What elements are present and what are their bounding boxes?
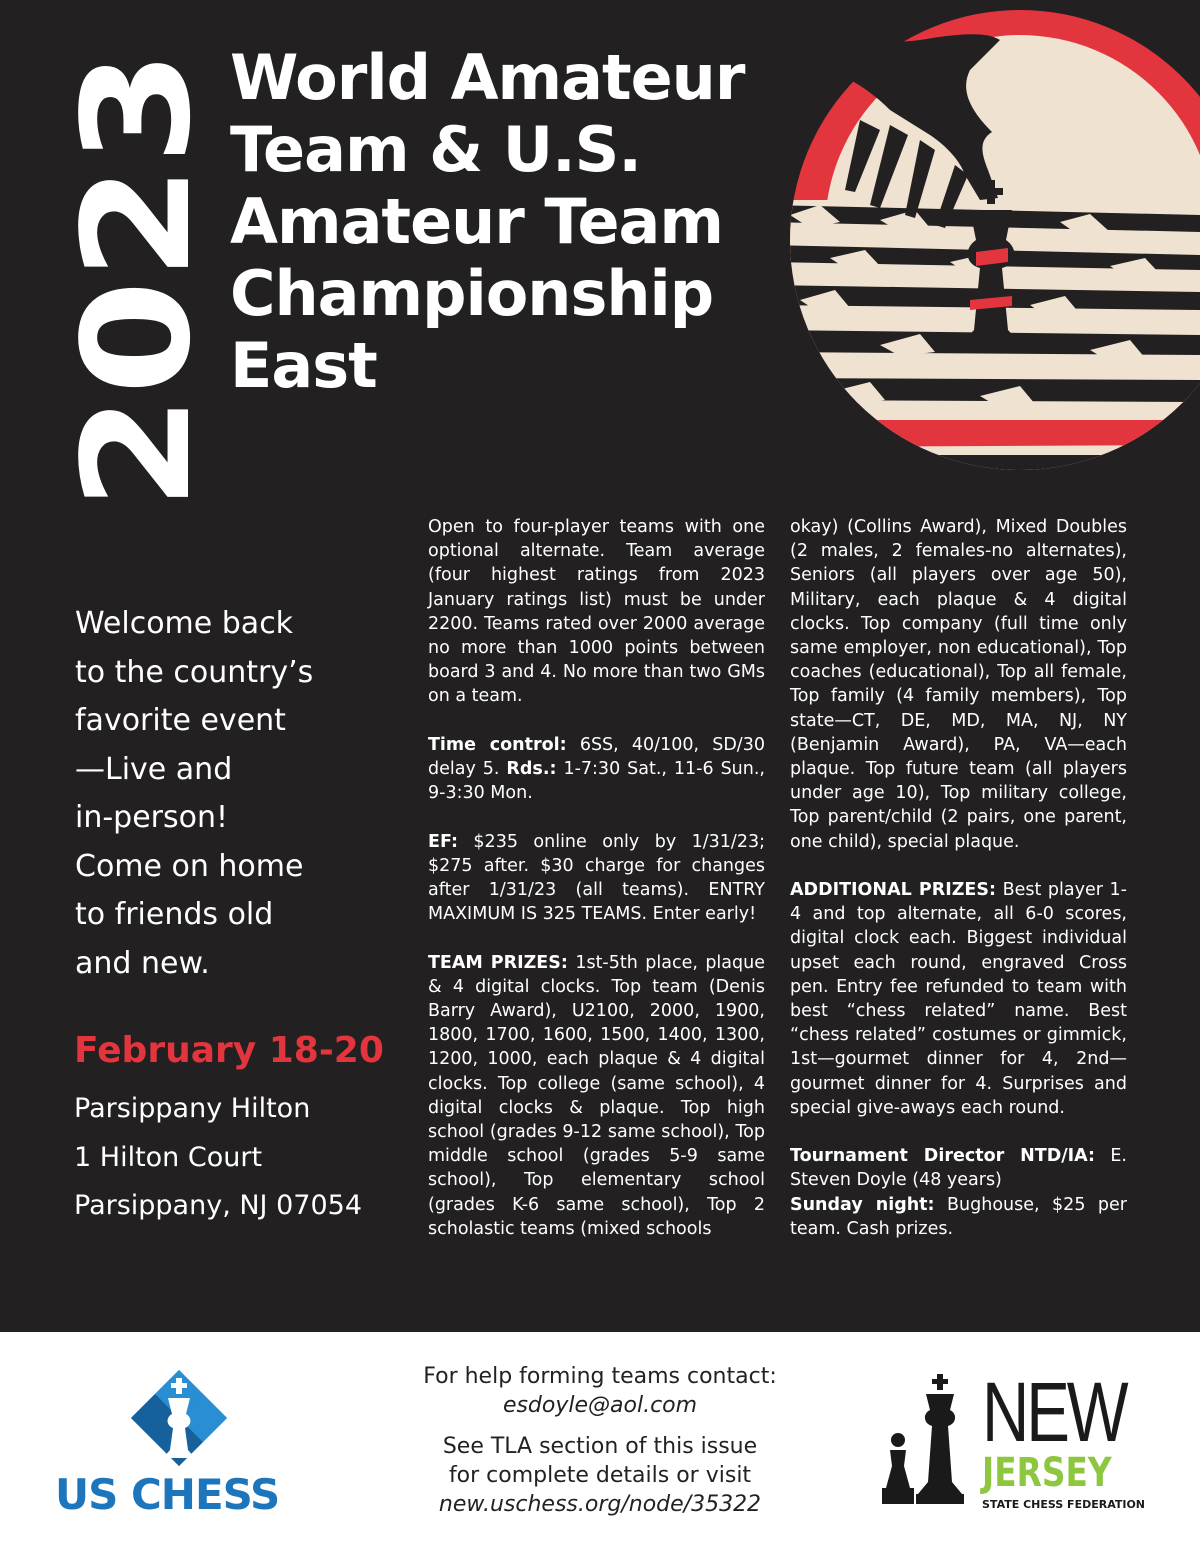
entry-fee-paragraph [428,830,765,927]
team-prizes-label: TEAM PRIZES: [428,952,568,973]
details-column-right [790,515,1127,1241]
sunday-night-label: Sunday night: [790,1194,935,1215]
year-vertical [51,50,223,510]
details-column-left [428,515,765,1241]
entry-fee-text: $235 online only by 1/31/23; $275 after. $30 charge for changes after 1/31/23 (all teams). ENTRY MAXIMUM IS 325 TEAMS. Enter early! [428,831,765,925]
welcome-line: —Live and [75,751,233,787]
tournament-director-paragraph [790,1144,1127,1192]
contact-info [390,1362,810,1519]
welcome-line: Come on home [75,848,304,884]
event-title [230,42,744,402]
sunday-night-paragraph [790,1193,1127,1241]
nj-wordmark-jersey: JERSEY [982,1450,1112,1496]
us-chess-wordmark: US CHESS [55,1470,280,1519]
venue-street: 1 Hilton Court [74,1141,263,1173]
venue-city: Parsippany, NJ 07054 [74,1190,362,1221]
welcome-line: in-person! [75,800,229,835]
nj-state-chess-federation-logo [878,1365,1148,1550]
title-line: Amateur Team [230,185,723,258]
eligibility-text: Open to four-player teams with one optional alternate. Team average (four highest ratings from 2023 January ratings list) must be under 2200. Teams rated over 2000 average no more than 1000 points between board 3 and 4. No more than two GMs on a team. [428,517,765,707]
event-date: February 18-20 [74,1030,384,1071]
help-text: For help forming teams contact: [423,1364,777,1389]
time-control-label: Time control: [428,734,567,755]
title-line: Championship [230,257,714,330]
us-chess-logo [55,1370,305,1520]
sunday-night-text: Bughouse, $25 per team. Cash prizes. [790,1194,1127,1239]
time-control-paragraph [428,733,765,806]
venue-address [74,1085,362,1231]
time-control-text: 6SS, 40/100, SD/30 delay 5. [428,734,765,780]
additional-prizes-label: ADDITIONAL PRIZES: [790,880,996,901]
welcome-message [75,600,375,988]
details-url-link[interactable]: new.uschess.org/node/35322 [438,1492,762,1517]
us-chess-king-icon [55,1370,305,1470]
nj-wordmark-subtitle: STATE CHESS FEDERATION [982,1498,1146,1511]
tournament-director-name: E. Steven Doyle (48 years) [790,1146,1127,1191]
venue-name: Parsippany Hilton [74,1093,311,1124]
team-prizes-paragraph [428,951,765,1241]
additional-prizes-text: Best player 1-4 and top alternate, all 6-0 scores, digital clock each. Biggest individual upset each round, engraved Cross pen. Entry fee refunded to team with best “chess related” name. Best “chess related” costumes or gimmick, 1st—gourmet dinner for 4, 2nd—gourmet dinner for 4. Surprises and special give-aways each round. [790,880,1127,1118]
team-prizes-continued: okay) (Collins Award), Mixed Doubles (2 males, 2 females-no alternates), Seniors (all players over age 50), Military, each plaque & 4 digital clocks. Top company (full time only same employer, non educational), Top coaches (educational), Top all female, Top family (4 family members), Top state—CT, DE, MD, MA, NJ, NY (Benjamin Award), PA, VA—each plaque. Top future team (all players under age 10), Top military college, Top parent/child (2 pairs, one parent, one child), special plaque. [790,517,1127,852]
tla-text-line-1: See TLA section of this issue [442,1434,758,1459]
welcome-line: to friends old [75,897,274,932]
footer [0,1332,1200,1564]
welcome-line: to the country’s [75,654,314,690]
rounds-label: Rds.: [506,759,557,780]
tournament-director-label: Tournament Director NTD/IA: [790,1146,1095,1167]
title-line: World Amateur [230,41,745,114]
welcome-line: Welcome back [75,606,294,641]
rounds-text: 1-7:30 Sat., 11-6 Sun., 9-3:30 Mon. [428,759,765,804]
title-line: Team & U.S. [230,113,641,186]
chess-hand-illustration [730,0,1200,500]
welcome-line: favorite event [75,703,286,738]
contact-email-link[interactable]: esdoyle@aol.com [502,1393,698,1418]
welcome-line: and new. [75,945,210,981]
team-prizes-text: 1st-5th place, plaque & 4 digital clocks. Top team (Denis Barry Award), U2100, 2000, 1900, 1800, 1700, 1600, 1500, 1400, 1300, 1200, 1000, each plaque & 4 digital clocks. Top college (same school), 4 digital clocks & plaque. Top high school (grades 9-12 same school), Top middle school (grades 5-9 same school), Top elementary school (grades K-6 same school), Top 2 scholastic teams (mixed schools [428,952,765,1239]
title-line: East [230,329,377,402]
chess-pieces-icon [878,1370,982,1510]
year-text: 2023 [51,98,223,510]
additional-prizes-paragraph [790,878,1127,1120]
nj-wordmark-new: NEW [982,1365,1126,1459]
entry-fee-label: EF: [428,831,458,852]
tla-text-line-2: for complete details or visit [448,1463,752,1488]
